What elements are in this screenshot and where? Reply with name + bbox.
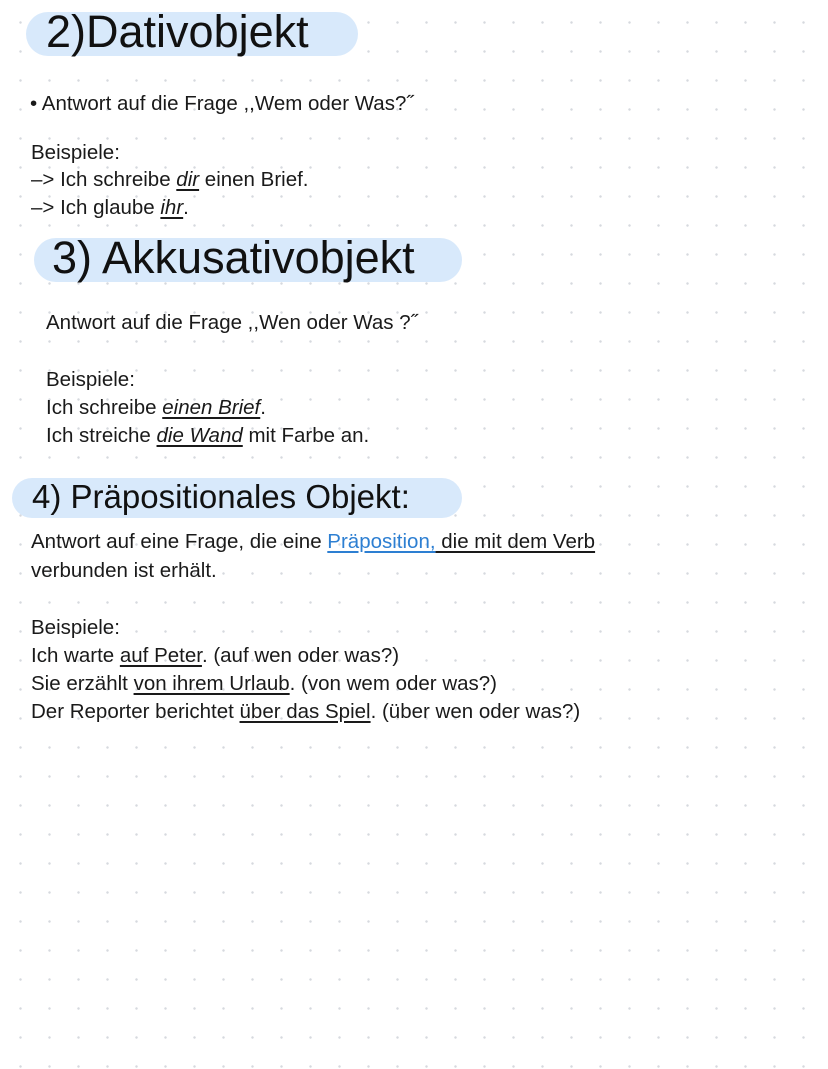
- dativ-question: [30, 90, 413, 118]
- akkusativ-example-2: Ich streiche die Wand mit Farbe an.: [46, 424, 370, 447]
- akkusativ-example-1: Ich schreibe einen Brief.: [46, 396, 266, 419]
- dativ-examples-label: Beispiele:: [31, 141, 120, 164]
- praep-examples-label: Beispiele:: [31, 616, 120, 639]
- bullet: •: [30, 92, 38, 115]
- object-marked: von ihrem Urlaub: [133, 672, 290, 695]
- praep-description-line-2: verbunden ist erhält.: [31, 559, 217, 582]
- section-title-praepositionales-objekt: 4) Präpositionales Objekt:: [32, 478, 410, 515]
- dativ-example-2: –> Ich glaube ihr.: [31, 196, 189, 219]
- object-marked: die Wand: [156, 424, 243, 447]
- section-title-akkusativobjekt: 3) Akkusativobjekt: [52, 232, 415, 283]
- praeposition-link[interactable]: Präposition,: [327, 530, 436, 553]
- question-text: Antwort auf die Frage ,,Wem oder Was?˝: [41, 92, 414, 115]
- praep-description-line-1: Antwort auf eine Frage, die eine Präposition, die mit dem Verb: [31, 530, 596, 553]
- akkusativ-examples-label: Beispiele:: [46, 368, 135, 391]
- object-marked: über das Spiel: [239, 700, 371, 723]
- object-marked: ihr: [160, 196, 184, 219]
- praep-example-3: Der Reporter berichtet über das Spiel. (über wen oder was?): [31, 700, 581, 723]
- section-title-dativobjekt: 2)Dativobjekt: [46, 6, 309, 57]
- praep-example-1: Ich warte auf Peter. (auf wen oder was?): [31, 644, 400, 667]
- object-marked: dir: [176, 168, 200, 191]
- object-marked: einen Brief: [162, 396, 261, 419]
- object-marked: auf Peter: [119, 644, 202, 667]
- praep-example-2: Sie erzählt von ihrem Urlaub. (von wem oder was?): [31, 672, 498, 695]
- akkusativ-question: Antwort auf die Frage ,,Wen oder Was ?˝: [46, 311, 418, 334]
- dativ-example-1: –> Ich schreibe dir einen Brief.: [31, 168, 309, 191]
